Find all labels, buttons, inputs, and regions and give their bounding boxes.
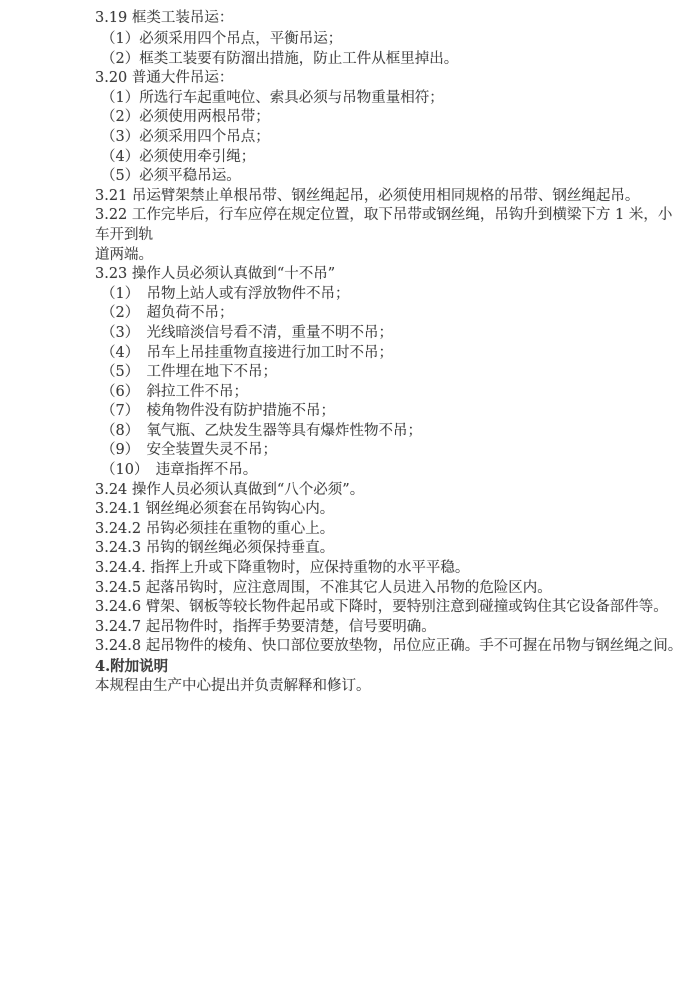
text-line bbox=[95, 500, 685, 520]
text-line-content: （4）必须使用牵引绳； bbox=[101, 148, 256, 165]
text-line-content: （4） 吊车上吊挂重物直接进行加工时不吊； bbox=[101, 344, 393, 361]
text-line-content: （8） 氧气瓶、乙炔发生器等具有爆炸性物不吊； bbox=[101, 422, 422, 439]
text-line-content: 3.24.3 吊钩的钢丝绳必须保持垂直。 bbox=[95, 540, 335, 557]
text-line bbox=[95, 520, 685, 540]
text-line-content: （2）框类工装要有防溜出措施，防止工件从框里掉出。 bbox=[101, 50, 459, 67]
text-line bbox=[95, 344, 685, 364]
text-line-content: （2） 超负荷不吊； bbox=[101, 305, 234, 322]
text-line bbox=[95, 598, 685, 618]
text-line-content: 3.23 操作人员必须认真做到“十不吊” bbox=[95, 266, 336, 283]
text-line bbox=[95, 383, 685, 403]
text-line-content: （1）必须采用四个吊点，平衡吊运； bbox=[101, 31, 343, 47]
text-line-content: 3.24.5 起落吊钩时，应注意周围，不准其它人员进入吊物的危险区内。 bbox=[95, 579, 552, 596]
text-line bbox=[95, 148, 685, 168]
text-line bbox=[95, 89, 685, 109]
text-line bbox=[95, 167, 685, 187]
text-line-content: 3.24 操作人员必须认真做到“八个必须”。 bbox=[95, 481, 365, 498]
text-line bbox=[95, 441, 685, 461]
clipped-text-line-text: 3.19 框类工装吊运： bbox=[95, 9, 234, 26]
text-line bbox=[95, 226, 685, 246]
text-line bbox=[95, 304, 685, 324]
text-line bbox=[95, 128, 685, 148]
text-line bbox=[95, 481, 685, 501]
text-line bbox=[95, 206, 685, 226]
text-line bbox=[95, 285, 685, 305]
text-line bbox=[95, 69, 685, 89]
text-line bbox=[95, 265, 685, 285]
text-line-content: 4.附加说明 bbox=[95, 658, 169, 675]
document-body bbox=[95, 30, 685, 696]
text-line-content: 本规程由生产中心提出并负责解释和修订。 bbox=[95, 677, 371, 694]
text-line-content: （10） 违章指挥不吊。 bbox=[101, 462, 258, 479]
section-heading-line bbox=[95, 657, 685, 677]
text-line-content: 3.24.6 臂架、钢板等较长物件起吊或下降时，要特别注意到碰撞或钩住其它设备部件等。 bbox=[95, 599, 668, 616]
text-line-content: （1） 吊物上站人或有浮放物件不吊； bbox=[101, 285, 350, 302]
text-line-content: （5）必须平稳吊运。 bbox=[101, 168, 241, 185]
text-line bbox=[95, 637, 685, 657]
text-line-content: （9） 安全装置失灵不吊； bbox=[101, 442, 277, 459]
text-line bbox=[95, 618, 685, 638]
text-line bbox=[95, 363, 685, 383]
text-line bbox=[95, 324, 685, 344]
text-line bbox=[95, 539, 685, 559]
text-line bbox=[95, 677, 685, 697]
text-line bbox=[95, 559, 685, 579]
text-line bbox=[95, 422, 685, 442]
text-line bbox=[95, 30, 685, 50]
clipped-text-line bbox=[95, 9, 525, 26]
text-line bbox=[95, 246, 685, 266]
text-line-content: （3） 光线暗淡信号看不清，重量不明不吊； bbox=[101, 324, 393, 341]
text-line-content: （5） 工件埋在地下不吊； bbox=[101, 364, 277, 381]
text-line bbox=[95, 579, 685, 599]
text-line bbox=[95, 50, 685, 70]
text-line bbox=[95, 402, 685, 422]
text-line-content: 3.20 普通大件吊运： bbox=[95, 70, 234, 87]
text-line-content: 3.24.1 钢丝绳必须套在吊钩钩心内。 bbox=[95, 501, 335, 518]
text-line bbox=[95, 108, 685, 128]
text-line-content: 3.24.2 吊钩必须挂在重物的重心上。 bbox=[95, 520, 335, 537]
text-line-content: 3.22 工作完毕后，行车应停在规定位置，取下吊带或钢丝绳，吊钩升到横梁下方 1 米，小 bbox=[95, 207, 673, 224]
text-line-content: 3.24.8 起吊物件的棱角、快口部位要放垫物，吊位应正确。手不可握在吊物与钢丝绳之间。 bbox=[95, 638, 683, 655]
text-line-content: （2）必须使用两根吊带； bbox=[101, 109, 270, 126]
text-line-content: （7） 棱角物件没有防护措施不吊； bbox=[101, 403, 335, 420]
text-line-content: （1）所选行车起重吨位、索具必须与吊物重量相符； bbox=[101, 89, 444, 106]
text-line bbox=[95, 461, 685, 481]
text-line-content: 道两端。 bbox=[95, 246, 153, 263]
text-line bbox=[95, 187, 685, 207]
text-line-content: （3）必须采用四个吊点； bbox=[101, 128, 270, 145]
text-line-content: 3.24.7 起吊物件时，指挥手势要清楚，信号要明确。 bbox=[95, 618, 436, 635]
text-line-content: 3.24.4. 指挥上升或下降重物时，应保持重物的水平平稳。 bbox=[95, 560, 470, 577]
text-line-content: 车开到轨 bbox=[95, 226, 153, 243]
text-line-content: （6） 斜拉工件不吊； bbox=[101, 383, 248, 400]
text-line-content: 3.21 吊运臂架禁止单根吊带、钢丝绳起吊，必须使用相同规格的吊带、钢丝绳起吊。 bbox=[95, 187, 640, 204]
